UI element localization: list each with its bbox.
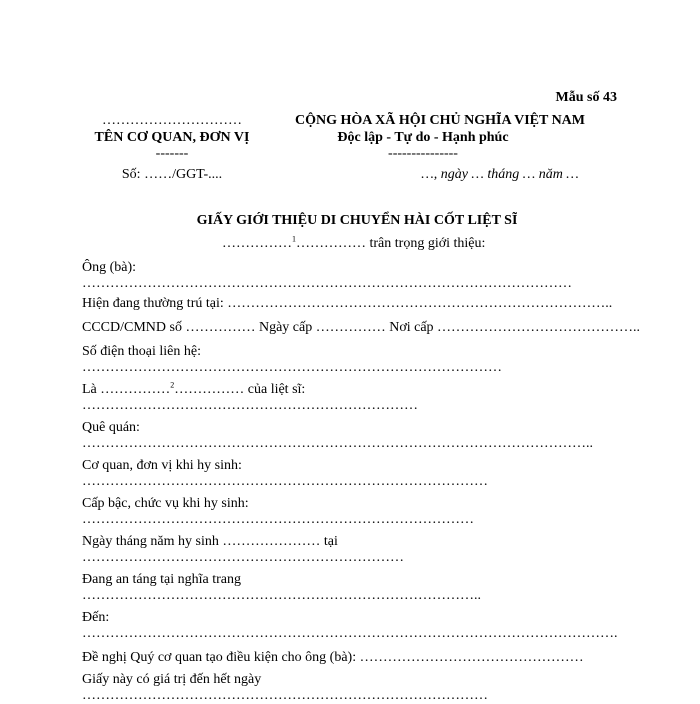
cemetery-dots: ………………………………………………………………………….. [82, 588, 481, 603]
agency-name: TÊN CƠ QUAN, ĐƠN VỊ [94, 130, 250, 145]
destination-dots: ……………………………………………………………………………………………………. [82, 626, 618, 641]
phone-label: Số điện thoại liên hệ: [82, 344, 201, 359]
unit-dots: …………………………………………………………………………… [82, 474, 488, 489]
motto: Độc lập - Tự do - Hạnh phúc [337, 130, 509, 145]
hometown-dots: ……………………………………………………………………………………………….. [82, 436, 593, 451]
name-dots: …………………………………………………………………………………………… [82, 276, 572, 291]
intro-text: …………… trân trọng giới thiệu: [296, 236, 486, 251]
destination-label: Đến: [82, 610, 110, 625]
hometown-label: Quê quán: [82, 420, 140, 435]
relation-line [82, 382, 305, 398]
form-number: Mẫu số 43 [555, 90, 617, 105]
relation-text-b: …………… của liệt sĩ: [174, 382, 306, 397]
death-line: Ngày tháng năm hy sinh ………………… tại [82, 534, 338, 549]
nation-heading: CỘNG HÒA XÃ HỘI CHỦ NGHĨA VIỆT NAM [294, 113, 586, 128]
agency-rule: ------- [155, 146, 189, 161]
request-line: Đề nghị Quý cơ quan tạo điều kiện cho ông (bà): ………………………………………… [82, 650, 584, 665]
relation-dots: ……………………………………………………………… [82, 398, 418, 413]
phone-dots: ……………………………………………………………………………… [82, 360, 502, 375]
motto-rule: --------------- [388, 146, 458, 161]
footnote-1: 1 [292, 234, 296, 244]
unit-label: Cơ quan, đơn vị khi hy sinh: [82, 458, 242, 473]
date-line: …, ngày … tháng … năm … [421, 167, 579, 182]
intro-line [222, 236, 485, 252]
id-line: CCCD/CMND số …………… Ngày cấp …………… Nơi cấp …………………………………….. [82, 320, 641, 335]
death-dots: …………………………………………………………… [82, 550, 404, 565]
relation-text-a: Là …………… [82, 382, 171, 397]
cemetery-label: Đang an táng tại nghĩa trang [82, 572, 242, 587]
validity-dots: …………………………………………………………………………… [82, 688, 488, 703]
intro-dots: …………… [222, 236, 292, 251]
document-number: Số: ……/GGT-.... [121, 167, 223, 182]
validity-line: Giấy này có giá trị đến hết ngày [82, 672, 262, 687]
rank-dots: ………………………………………………………………………… [82, 512, 474, 527]
agency-dots: ………………………… [102, 113, 242, 128]
name-label: Ông (bà): [82, 260, 137, 275]
rank-label: Cấp bậc, chức vụ khi hy sinh: [82, 496, 249, 511]
residence-line: Hiện đang thường trú tại: ……………………………………………………………………….. [82, 296, 613, 311]
footnote-2: 2 [170, 380, 175, 390]
document-title: GIẤY GIỚI THIỆU DI CHUYỂN HÀI CỐT LIỆT SĨ [196, 213, 518, 228]
